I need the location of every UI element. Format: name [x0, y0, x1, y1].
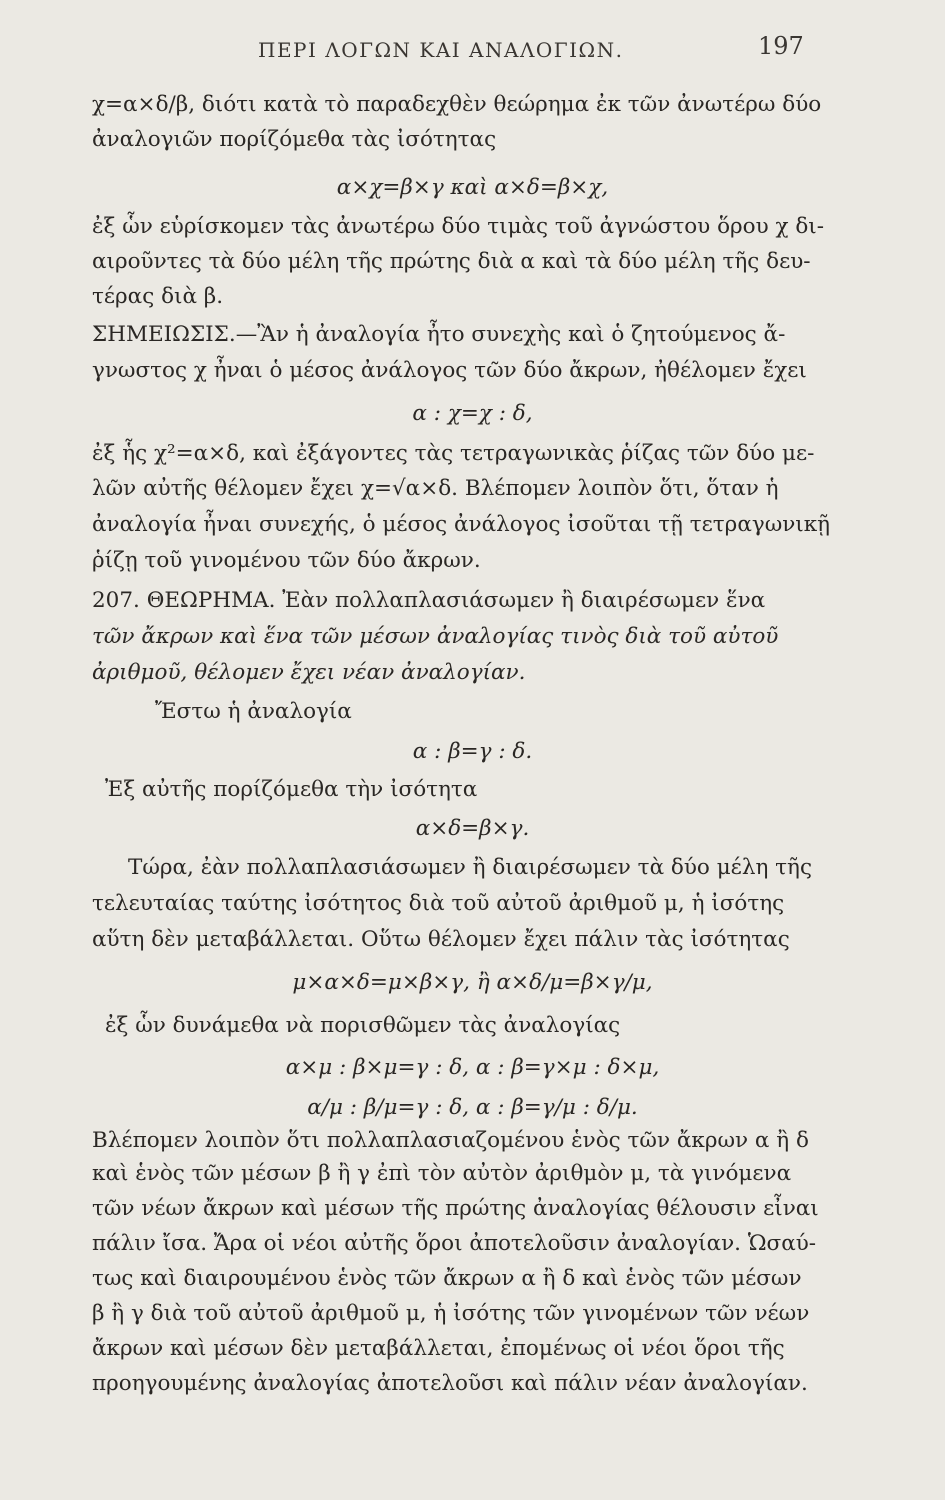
text-line: ἐξ ὧν δυνάμεθα νὰ πορισθῶμεν τὰς ἀναλογίας	[105, 1013, 621, 1038]
equation-line: α : χ=χ : δ,	[412, 401, 533, 426]
text-line: πάλιν ἴσα. Ἄρα οἱ νέοι αὐτῆς ὅροι ἀποτελοῦσιν ἀναλογίαν. Ὡσαύ-	[92, 1231, 817, 1256]
text-line: λῶν αὐτῆς θέλομεν ἔχει χ=√α×δ. Βλέπομεν λοιπὸν ὅτι, ὅταν ἡ	[92, 476, 779, 501]
text-line: τῶν νέων ἄκρων καὶ μέσων τῆς πρώτης ἀναλογίας θέλουσιν εἶναι	[92, 1196, 819, 1221]
text-line: Βλέπομεν λοιπὸν ὅτι πολλαπλασιαζομένου ἑνὸς τῶν ἄκρων α ἢ δ	[92, 1128, 809, 1153]
text-line: προηγουμένης ἀναλογίας ἀποτελοῦσι καὶ πάλιν νέαν ἀναλογίαν.	[92, 1371, 808, 1396]
text-line: ἐξ ὧν εὑρίσκομεν τὰς ἀνωτέρω δύο τιμὰς τοῦ ἀγνώστου ὅρου χ δι-	[92, 214, 824, 239]
text-line: ἀναλογιῶν πορίζόμεθα τὰς ἰσότητας	[92, 127, 497, 152]
text-line: Τώρα, ἐὰν πολλαπλασιάσωμεν ἢ διαιρέσωμεν τὰ δύο μέλη τῆς	[128, 855, 812, 880]
text-line: γνωστος χ ἦναι ὁ μέσος ἀνάλογος τῶν δύο ἄκρων, ἠθέλομεν ἔχει	[92, 358, 807, 383]
equation-line: α : β=γ : δ.	[412, 739, 533, 764]
page-number: 197	[758, 32, 804, 60]
equation-line: α×δ=β×γ.	[415, 816, 530, 841]
text-line: Ἔστω ἡ ἀναλογία	[155, 699, 352, 724]
page-header	[0, 30, 945, 70]
running-head: ΠΕΡΙ ΛΟΓΩΝ ΚΑΙ ΑΝΑΛΟΓΙΩΝ.	[258, 38, 624, 62]
text-line: τέρας διὰ β.	[92, 284, 224, 309]
equation-line: α/μ : β/μ=γ : δ, α : β=γ/μ : δ/μ.	[307, 1095, 638, 1120]
text-line: χ=α×δ/β, διότι κατὰ τὸ παραδεχθὲν θεώρημα ἐκ τῶν ἀνωτέρω δύο	[92, 92, 822, 117]
text-line: καὶ ἑνὸς τῶν μέσων β ἢ γ ἐπὶ τὸν αὐτὸν ἀριθμὸν μ, τὰ γινόμενα	[92, 1161, 792, 1186]
text-line: ῥίζῃ τοῦ γινομένου τῶν δύο ἄκρων.	[92, 548, 481, 573]
text-line: ἐξ ἧς χ²=α×δ, καὶ ἐξάγοντες τὰς τετραγωνικὰς ῥίζας τῶν δύο με-	[92, 441, 815, 466]
equation-line: α×χ=β×γ καὶ α×δ=β×χ,	[336, 175, 609, 200]
text-line: ἄκρων καὶ μέσων δὲν μεταβάλλεται, ἐπομένως οἱ νέοι ὅροι τῆς	[92, 1336, 785, 1361]
equation-line: μ×α×δ=μ×β×γ, ἢ α×δ/μ=β×γ/μ,	[292, 970, 653, 995]
theorem-line: ἀριθμοῦ, θέλομεν ἔχει νέαν ἀναλογίαν.	[92, 660, 526, 685]
equation-line: α×μ : β×μ=γ : δ, α : β=γ×μ : δ×μ,	[285, 1055, 660, 1080]
text-line: τελευταίας ταύτης ἰσότητος διὰ τοῦ αὐτοῦ ἀριθμοῦ μ, ἡ ἰσότης	[92, 891, 785, 916]
theorem-line: τῶν ἄκρων καὶ ἕνα τῶν μέσων ἀναλογίας τινὸς διὰ τοῦ αὐτοῦ	[92, 624, 779, 649]
text-line: β ἢ γ διὰ τοῦ αὐτοῦ ἀριθμοῦ μ, ἡ ἰσότης τῶν γινομένων τῶν νέων	[92, 1301, 810, 1326]
text-line: αιροῦντες τὰ δύο μέλη τῆς πρώτης διὰ α καὶ τὰ δύο μέλη τῆς δευ-	[92, 249, 811, 274]
theorem-line: 207. ΘΕΩΡΗΜΑ. Ἐὰν πολλαπλασιάσωμεν ἢ διαιρέσωμεν ἕνα	[92, 588, 766, 613]
text-line: τως καὶ διαιρουμένου ἑνὸς τῶν ἄκρων α ἢ δ καὶ ἑνὸς τῶν μέσων	[92, 1266, 802, 1291]
note-line: ΣΗΜΕΙΩΣΙΣ.—Ἂν ἡ ἀναλογία ἦτο συνεχὴς καὶ ὁ ζητούμενος ἄ-	[92, 322, 786, 347]
text-line: ἀναλογία ἦναι συνεχής, ὁ μέσος ἀνάλογος ἰσοῦται τῇ τετραγωνικῇ	[92, 512, 831, 537]
text-line: αὕτη δὲν μεταβάλλεται. Οὕτω θέλομεν ἔχει πάλιν τὰς ἰσότητας	[92, 927, 790, 952]
text-line: Ἐξ αὐτῆς πορίζόμεθα τὴν ἰσότητα	[105, 777, 478, 802]
